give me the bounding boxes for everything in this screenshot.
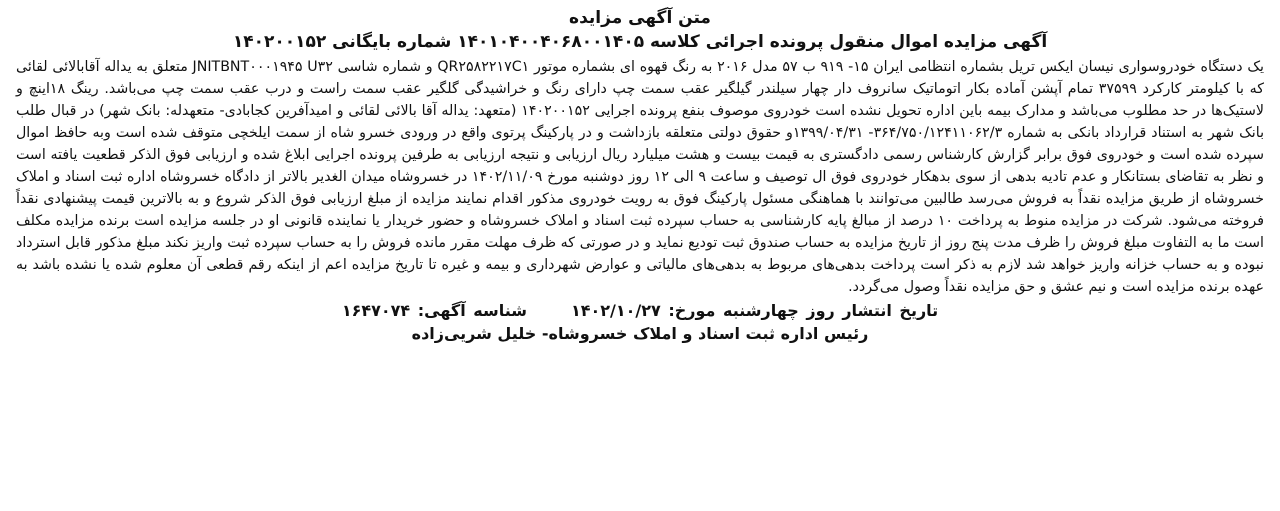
notice-signature: رئیس اداره ثبت اسناد و املاک خسروشاه- خلیل شریی‌زاده [411, 324, 869, 343]
notice-body: یک دستگاه خودروسواری نیسان ایکس تریل بشماره انتظامی ایران ۱۵- ۹۱۹ ب ۵۷ مدل ۲۰۱۶ به رنگ قهوه ای بشماره موتور QR۲۵۸۲۲۱۷C۱ و شماره شاسی JNITBNT۰۰۰۱۹۴۵ U۳۲ متعلق به یداله آقابالائی لقائی که با کیلومتر کارکرد ۳۷۵۹۹ تمام آپشن آماده بکار اتوماتیک سانروف دار چهار سیلندر گیلگیر عقب سمت چپ دارای رنگ و خراشیدگی گلگیر عقب سمت راست و درب عقب سمت چپ می‌باشد. رینگ ۱۸اینچ و لاستیک‌ها در حد مطلوب می‌باشد و مدارک بیمه باین اداره تحویل نشده است خودروی موصوف بنفع پرونده اجرایی ۱۴۰۲۰۰۱۵۲ (متعهد: یداله آقا بالائی لقائی و امیدآفرین کجابادی- متعهدله: بانک شهر) در قبال طلب بانک شهر به استناد قرارداد بانکی به شماره ۳۶۴/۷۵۰/۱۲۴۱۱۰۶۲/۳- ۱۳۹۹/۰۴/۳۱و حقوق دولتی متعلقه بازداشت و در پارکینگ پرتوی واقع در ورودی خسرو شاه از سمت ایلخچی متوقف شده است وبه حافظ اموال سپرده شده است و خودروی فوق برابر گزارش کارشناس رسمی دادگستری به قیمت بیست و هشت میلیارد ریال ارزیابی و نتیجه ارزیابی به طرفین پرونده اجرایی ابلاغ شده و ارزیابی فوق الذکر قطعیت یافته است و نظر به تقاضای بستانکار و عدم تادیه بدهی از سوی بدهکار خودروی فوق ال توصیف و ساعت ۹ الی ۱۲ روز دوشنبه مورخ ۱۴۰۲/۱۱/۰۹ در خسروشاه میدان الغدیر بالاتر از دادگاه خسروشاه اداره ثبت اسناد و املاک خسروشاه از طریق مزایده نقداً به فروش می‌رسد طالبین می‌توانند با هماهنگی مسئول پارکینگ فوق به رویت خودروی مذکور اقدام نمایند مزایده از مبلغ ارزیابی فوق الذکر شروع و به بالاترین قیمت پیشنهادی نقداً فروخته می‌شود. شرکت در مزایده منوط به پرداخت ۱۰ درصد از مبالغ پایه کارشناسی به حساب سپرده ثبت اسناد و املاک خسروشاه و حضور خریدار یا نماینده قانونی او در جلسه مزایده است برنده مزایده مکلف است ما به التفاوت مبلغ فروش را ظرف مدت پنج روز از تاریخ مزایده به حساب صندوق ثبت تودیع نماید و در صورتی که ظرف مهلت مقرر مانده فروش را به حساب سپرده ثبت واریز نکند مبلغ مذکور قابل استرداد نبوده و به حساب خزانه واریز خواهد شد لازم به ذکر است پرداخت بدهی‌های مربوط به بدهی‌های مالیاتی و عوارض شهرداری و بیمه و غیره تا تاریخ مزایده اعم از اینکه رقم قطعی آن معلوم شده یا نشده باشد به عهده برنده مزایده است و نیم عشق و حق مزایده نقداً وصول می‌گردد. [16, 59, 1265, 295]
notice-subtitle: آگهی مزایده اموال منقول پرونده اجرائی کلاسه ۱۴۰۱۰۴۰۰۴۰۶۸۰۰۱۴۰۵ شماره بایگانی ۱۴۰۲۰۰۱۵۲ [232, 32, 1048, 52]
notice-id: شناسه آگهی: ۱۶۴۷۰۷۴ [341, 301, 527, 320]
notice-title: متن آگهی مزایده [569, 8, 711, 28]
notice-meta [16, 300, 1264, 322]
publish-date: تاریخ انتشار روز چهارشنبه مورخ: ۱۴۰۲/۱۰/۲۷ [570, 301, 939, 320]
